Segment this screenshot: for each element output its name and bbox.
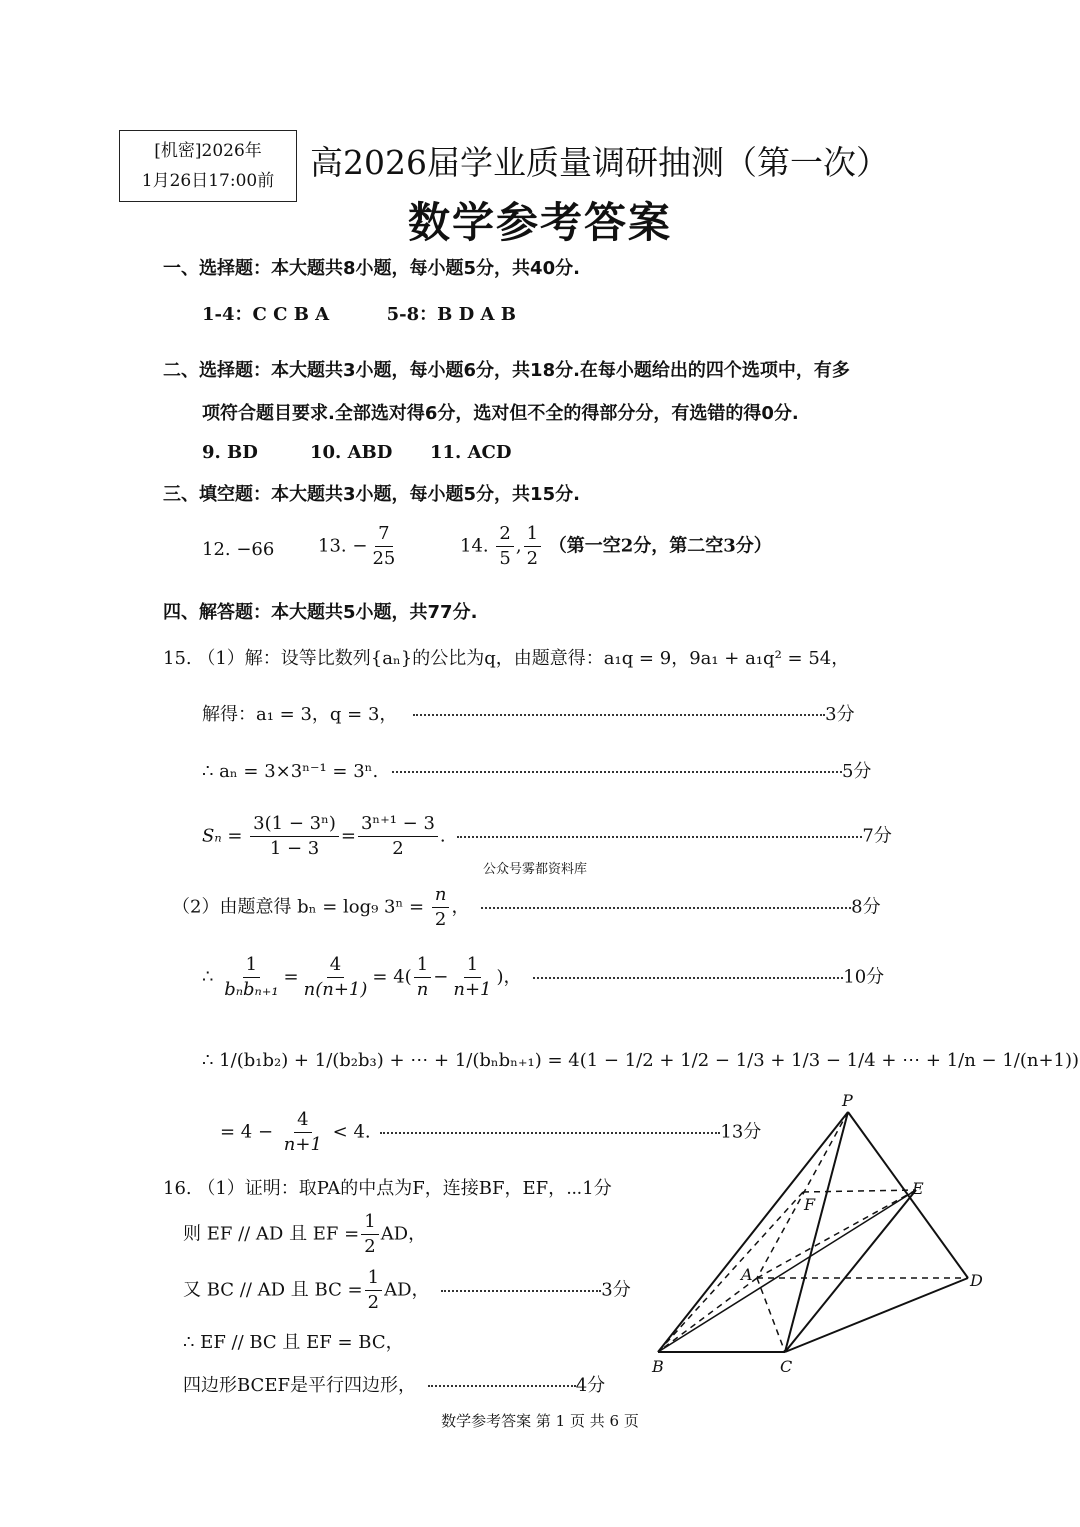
- q16-line-3-a: 又 BC // AD 且 BC =: [183, 1279, 363, 1301]
- q15-line-7: ∴ 1/(b₁b₂) + 1/(b₂b₃) + ⋯ + 1/(bₙbₙ₊₁) = 4(1 − 1/2 + 1/2 − 1/3 + 1/3 − 1/4 + ⋯ + 1/n − 1/(n+1)): [202, 1050, 1080, 1071]
- numerator: 1: [365, 1266, 382, 1291]
- page-title: 数学参考答案: [407, 198, 672, 247]
- score-leader: [457, 836, 862, 838]
- q15-line-1: 15. （1）解：设等比数列{aₙ}的公比为q，由题意得：a₁q = 9，9a₁ + a₁q² = 54，: [163, 648, 850, 669]
- confidential-line-2: 1月26日17:00前: [141, 171, 275, 191]
- numerator: 1: [414, 953, 431, 978]
- q15-line-3: [202, 757, 871, 783]
- part1-answers: [202, 300, 516, 326]
- denominator: 2: [364, 1236, 376, 1257]
- answer-14-fraction-1: [496, 522, 513, 571]
- answer-13: [318, 522, 400, 571]
- q16-line-2-a: 则 EF // AD 且 EF =: [183, 1223, 360, 1245]
- score-7: 7分: [862, 825, 892, 847]
- part2-heading-2: 项符合题目要求.全部选对得6分，选对但不全的得部分分，有选错的得0分.: [202, 403, 799, 424]
- answer-14: 14. $\frac{2}{5}$ , $\frac{1}{2}$ （第一空2分，第二空3分）: [460, 523, 772, 569]
- edge-CD: [785, 1278, 968, 1352]
- part2-heading-1: 二、选择题：本大题共3小题，每小题6分，共18分.在每小题给出的四个选项中，有多: [163, 360, 850, 381]
- numerator: 4: [294, 1108, 311, 1133]
- sn-fraction-1: [250, 812, 339, 861]
- q16-line-2: [183, 1210, 426, 1259]
- edge-BE: [658, 1190, 916, 1352]
- answer-14-label: 14.: [460, 535, 489, 557]
- q15-line-5: （2）由题意得 bₙ = log₉ 3ⁿ = $\frac{n}{2}$ ， 8分: [172, 884, 881, 930]
- denominator: 25: [372, 548, 396, 569]
- score-3: 3分: [601, 1279, 631, 1301]
- denominator: n: [416, 979, 429, 1000]
- label-B: B: [652, 1357, 664, 1376]
- edge-CE: [785, 1190, 916, 1352]
- q15-line-5-text: （2）由题意得 bₙ = log₉ 3ⁿ =: [172, 896, 425, 918]
- q15-line-2: [202, 700, 855, 726]
- half-fraction: [365, 1266, 382, 1315]
- confidential-line-1: [机密]2026年: [154, 141, 262, 161]
- score-leader: [533, 977, 843, 979]
- numerator: 1: [524, 522, 541, 547]
- q15-line-2-text: 解得：a₁ = 3，q = 3，: [202, 704, 398, 725]
- numerator: 7: [375, 522, 392, 547]
- label-F: F: [804, 1195, 816, 1214]
- answer-11: 11. ACD: [430, 442, 512, 463]
- part3-heading: 三、填空题：本大题共3小题，每小题5分，共15分.: [163, 484, 580, 505]
- denominator: 2: [526, 548, 539, 569]
- q16-line-3: [183, 1266, 631, 1315]
- score-leader: [481, 907, 851, 909]
- numerator: 2: [496, 522, 513, 547]
- bn-fraction: [432, 883, 450, 932]
- answers-1-4: 1-4：C C B A: [202, 304, 330, 325]
- answer-12: 12. −66: [202, 539, 275, 560]
- edge-PA: [757, 1112, 848, 1278]
- denominator: n+1: [453, 979, 492, 1000]
- q15-line-8-prefix: = 4 −: [220, 1121, 274, 1143]
- q16-line-5: [183, 1371, 605, 1397]
- final-fraction: [281, 1108, 325, 1157]
- edge-PC: [785, 1112, 848, 1352]
- edge-PB: [658, 1112, 848, 1352]
- label-D: D: [970, 1271, 983, 1290]
- answer-13-fraction: [369, 522, 398, 571]
- edge-AE: [757, 1190, 916, 1278]
- score-10: 10分: [843, 966, 885, 988]
- denominator: bₙbₙ₊₁: [224, 979, 279, 1000]
- recip-fraction: [221, 953, 281, 1002]
- one-over-n: [414, 953, 432, 1002]
- pyramid-figure: [640, 1090, 1000, 1390]
- score-leader: [441, 1290, 601, 1292]
- part4-heading: 四、解答题：本大题共5小题，共77分.: [163, 602, 478, 623]
- answer-10: 10. ABD: [310, 442, 393, 463]
- score-8: 8分: [851, 896, 881, 918]
- score-13: 13分: [720, 1121, 762, 1143]
- numerator: 1: [464, 953, 481, 978]
- denominator: 2: [367, 1292, 380, 1313]
- sn-label: Sₙ =: [202, 825, 243, 847]
- edge-FB: [658, 1192, 803, 1352]
- page-footer: 数学参考答案 第 1 页 共 6 页: [441, 1412, 639, 1430]
- denominator: n(n+1): [303, 979, 368, 1000]
- denominator: 2: [434, 909, 447, 930]
- sn-fraction-2: [358, 812, 438, 861]
- q16-line-3-b: AD，: [384, 1279, 430, 1301]
- answers-5-8: 5-8：B D A B: [386, 304, 516, 325]
- score-5: 5分: [841, 761, 872, 782]
- score-leader: [428, 1385, 576, 1387]
- mid-text: = 4(: [372, 966, 412, 988]
- numerator: 3ⁿ⁺¹ − 3: [358, 812, 438, 837]
- denominator: n+1: [283, 1134, 322, 1155]
- half-fraction: [361, 1210, 378, 1259]
- label-A: A: [741, 1265, 753, 1284]
- numerator: 4: [327, 953, 344, 978]
- score-leader: [392, 771, 842, 773]
- numerator: 1: [361, 1210, 378, 1235]
- one-over-n-plus-1: [450, 953, 494, 1002]
- answer-14-note: （第一空2分，第二空3分）: [548, 535, 772, 557]
- edge-AC: [757, 1278, 785, 1352]
- answer-9: 9. BD: [202, 442, 258, 463]
- q16-line-4: ∴ EF // BC 且 EF = BC，: [183, 1332, 404, 1353]
- denominator: 1 − 3: [269, 838, 320, 859]
- numerator: n: [432, 883, 450, 908]
- q16-line-2-b: AD，: [380, 1223, 427, 1245]
- answer-13-label: 13. −: [318, 535, 368, 557]
- answer-14-fraction-2: [524, 522, 541, 571]
- denominator: 2: [392, 838, 404, 859]
- q15-line-3-text: ∴ aₙ = 3×3ⁿ⁻¹ = 3ⁿ.: [202, 761, 379, 782]
- q15-line-6: ∴ $\frac{1}{\text{bₙbₙ₊₁}}$ = $\frac{4}{n(n+1)}$ = 4( $\frac{1}{n}$ − $\frac{1}{n+1}$ )， 10分: [202, 954, 885, 1000]
- part1-heading: 一、选择题：本大题共8小题，每小题5分，共40分.: [163, 258, 580, 279]
- edge-FE: [803, 1190, 916, 1192]
- q15-line-8-suffix: < 4.: [332, 1121, 371, 1143]
- numerator: 1: [243, 953, 260, 978]
- numerator: 3(1 − 3ⁿ): [250, 812, 339, 837]
- score-leader: [413, 714, 825, 716]
- score-4: 4分: [575, 1375, 606, 1396]
- denominator: 5: [499, 548, 511, 569]
- label-C: C: [780, 1357, 793, 1376]
- four-over-fraction: [301, 953, 371, 1002]
- q16-line-1: 16. （1）证明：取PA的中点为F，连接BF，EF，⋯1分: [163, 1178, 612, 1199]
- q16-line-5-text: 四边形BCEF是平行四边形，: [183, 1375, 416, 1396]
- score-3: 3分: [825, 704, 855, 725]
- label-P: P: [842, 1091, 853, 1110]
- label-E: E: [912, 1179, 924, 1198]
- q15-line-4: Sₙ = $\frac{\text{3(1 − 3ⁿ)}}{1 - 3}$ = $\frac{\text{3ⁿ⁺¹ − 3}}{2}$ . 7分: [202, 813, 892, 859]
- exam-title: 高2026届学业质量调研抽测（第一次）: [310, 143, 889, 182]
- watermark: 公众号雾都资料库: [483, 862, 588, 877]
